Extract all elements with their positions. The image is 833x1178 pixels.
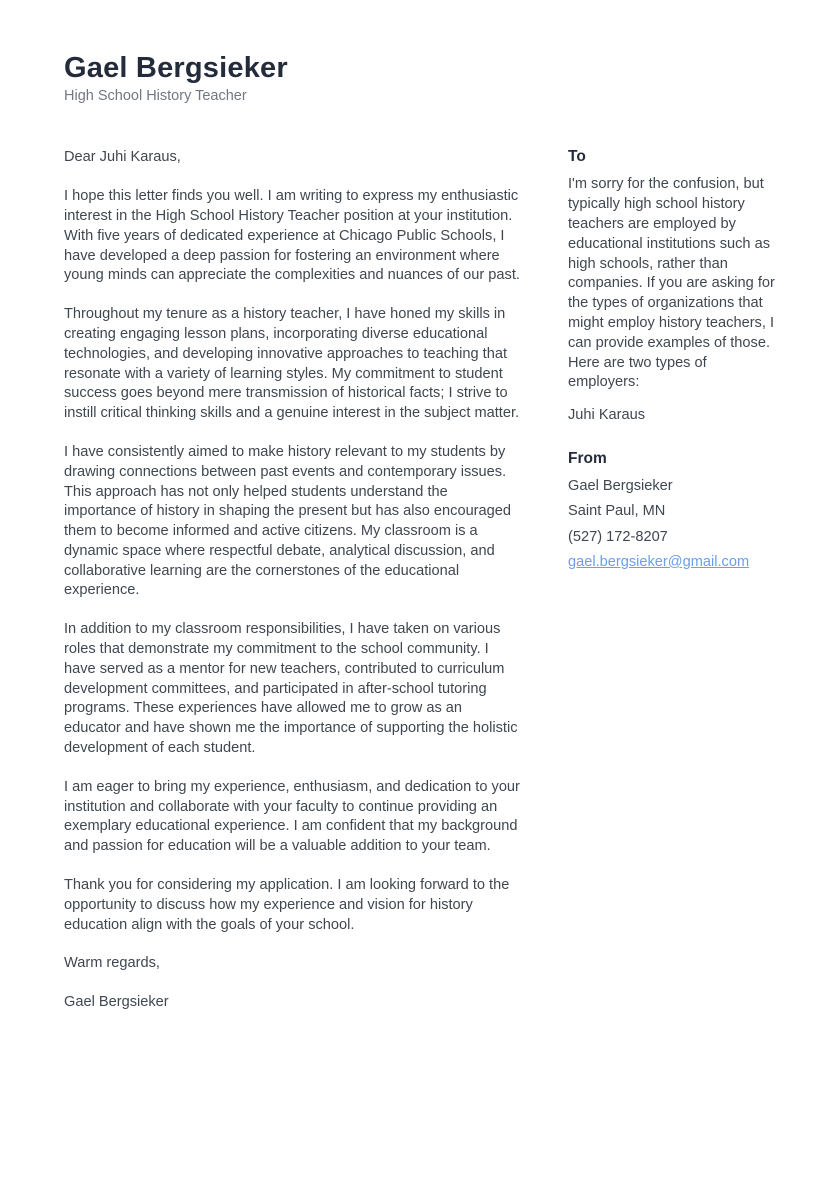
sender-name: Gael Bergsieker [568,477,673,494]
page-title: Gael Bergsieker [64,52,288,84]
letter-paragraph: Thank you for considering my application. I am looking forward to the opportunity to discuss how my experience and vision for history education align with the goals of your school. [64,877,510,933]
letter-signature: Gael Bergsieker [64,994,169,1011]
letter-paragraph: I have consistently aimed to make history relevant to my students by drawing connections between past events and contemporary issues. This approach has not only helped students understand the importance of history in shaping the present but has also encouraged them to become informed and active citizens. My classroom is a dynamic space where respectful debate, analytical discussion, and collaborative learning are the cornerstones of the educational experience. [64,443,512,599]
letter-salutation: Dear Juhi Karaus, [64,149,181,166]
from-section [568,450,775,572]
to-section [568,148,775,426]
recipient-name: Juhi Karaus [568,407,646,424]
job-title-subtitle: High School History Teacher [64,88,247,105]
from-heading: From [568,449,607,467]
letter-header [64,52,775,104]
letter-sidebar [568,148,775,572]
sender-location: Saint Paul, MN [568,503,666,520]
content-columns [64,148,775,1013]
letter-body [64,148,520,1013]
letter-paragraph: In addition to my classroom responsibilities, I have taken on various roles that demonstrate my commitment to the school community. I have served as a mentor for new teachers, contributed to curriculum development committees, and participated in after-school tutoring programs. These experiences have allowed me to grow as an educator and have shown me the importance of supporting the holistic development of each student. [64,621,518,757]
to-text: I'm sorry for the confusion, but typically high school history teachers are employed by educational institutions such as high schools, rather than companies. If you are asking for the types of organizations that might employ history teachers, I can provide examples of those. Here are two types of employers: [568,176,775,391]
to-heading: To [568,148,586,166]
letter-closing: Warm regards, [64,955,160,972]
sender-phone: (527) 172-8207 [568,528,668,545]
letter-paragraph: Throughout my tenure as a history teacher, I have honed my skills in creating engaging lesson plans, incorporating diverse educational technologies, and developing innovative approaches to teaching that resonate with a variety of learning styles. My commitment to student success goes beyond mere transmission of historical facts; I strive to instill critical thinking skills and a genuine interest in the subject matter. [64,306,520,422]
letter-paragraph: I am eager to bring my experience, enthusiasm, and dedication to your institution and collaborate with your faculty to continue providing an exemplary educational experience. I am confident that my background and passion for education will be a valuable addition to your team. [64,778,520,855]
letter-paragraph: I hope this letter finds you well. I am writing to express my enthusiastic interest in the High School History Teacher position at your institution. With five years of dedicated experience at Chicago Public Schools, I have developed a deep passion for fostering an environment where young minds can appreciate the complexities and nuances of our past. [64,188,520,284]
sender-email-link[interactable]: gael.bergsieker@gmail.com [568,553,750,570]
letter-paragraphs [64,187,520,935]
